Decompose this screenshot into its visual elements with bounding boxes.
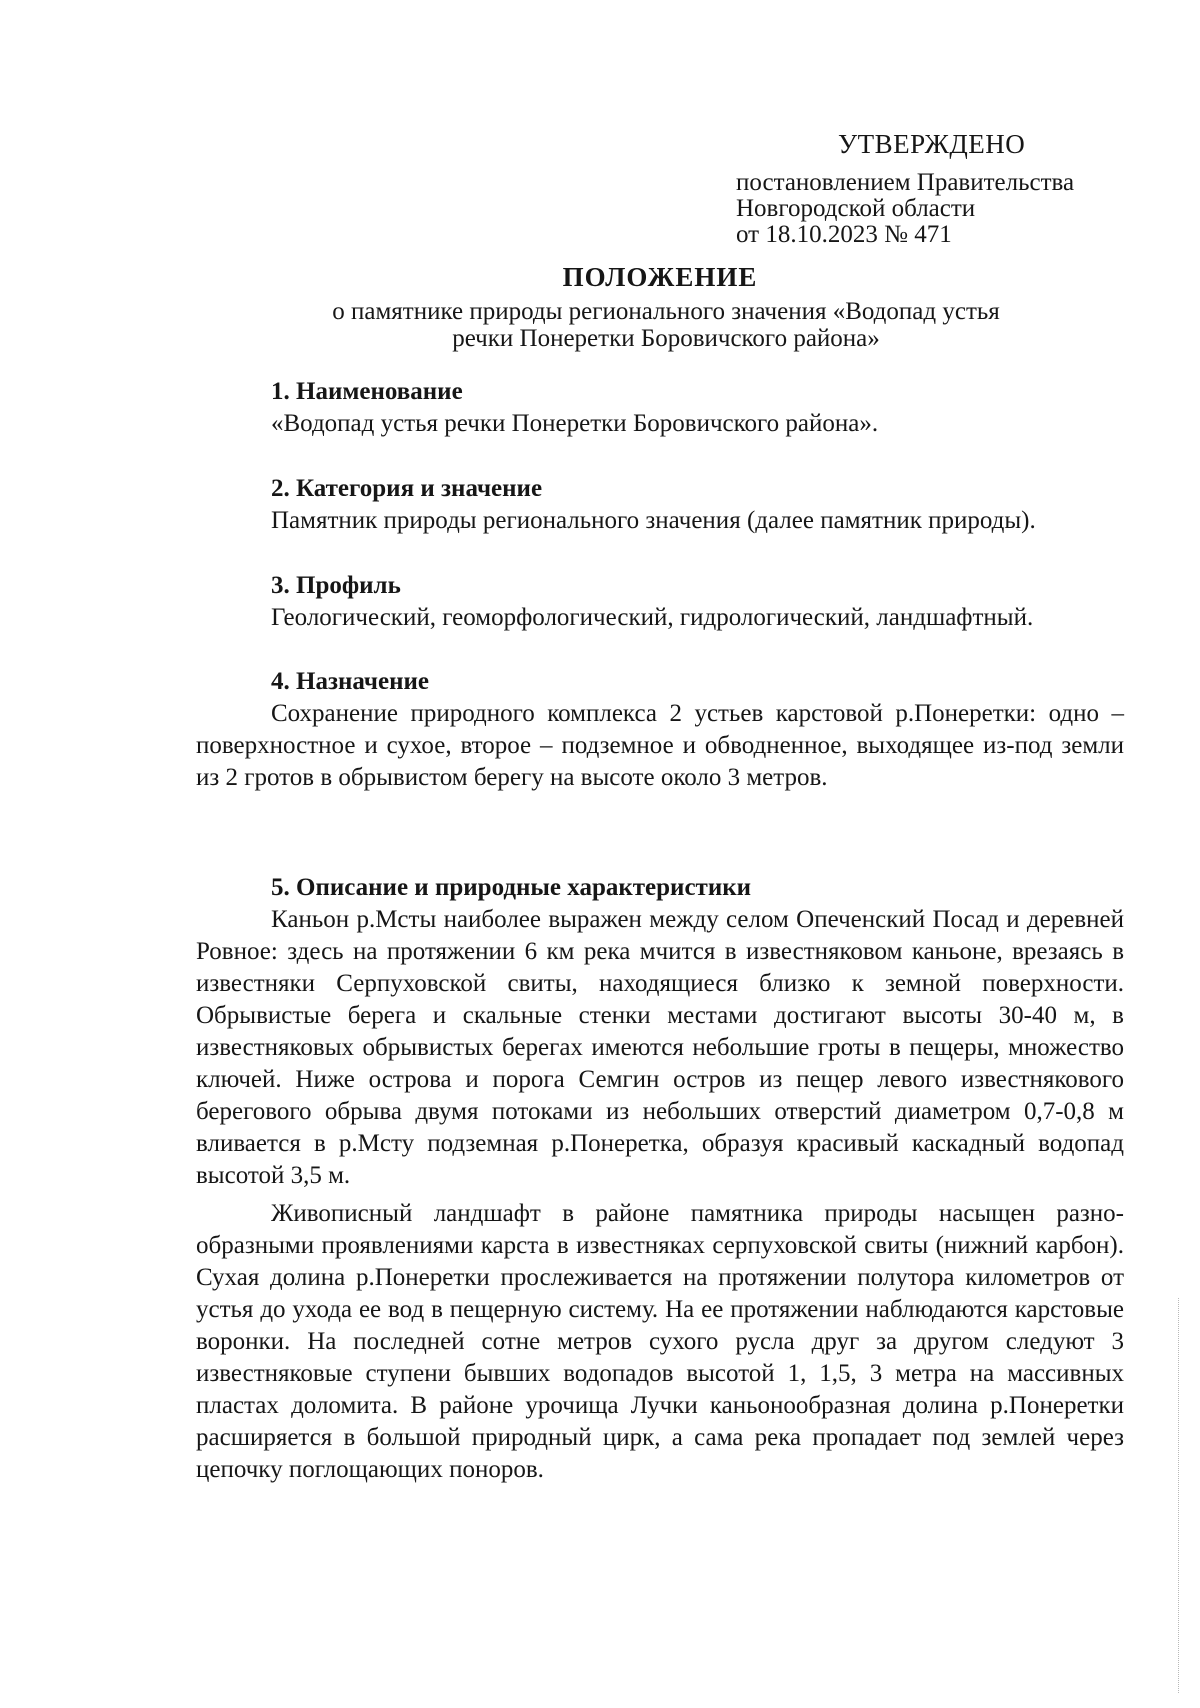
approval-date-number-line: от 18.10.2023 № 471	[736, 221, 952, 248]
section-description	[196, 872, 1124, 1486]
approval-issuer-line: постановлением Правительства	[736, 169, 1075, 196]
section-text: Памятник природы регионального значения (далее памятник природы).	[271, 507, 1036, 534]
section-heading: 1. Наименование	[271, 378, 463, 405]
approval-region-line: Новгородской области	[736, 195, 976, 222]
section-heading: 5. Описание и природные характеристики	[271, 874, 752, 901]
section-text: Геологический, геоморфологический, гидрологический, ландшафтный.	[271, 604, 1034, 631]
section-heading: 4. Назначение	[271, 668, 429, 695]
section-heading: 3. Профиль	[271, 572, 401, 599]
section-purpose	[196, 666, 1124, 794]
section-heading: 2. Категория и значение	[271, 475, 543, 502]
section-paragraph: Живописный ландшафт в районе памятника природы насыщен разно-образными проявлениями карста в известняках серпуховской свиты (нижний карбон). Сухая долина р.Понеретки прослеживается на протяжении полутора километров от устья до ухода ее вод в пещерную систему. На ее протяжении наблюдаются карстовые воронки. На последней сотне метров сухого русла друг за другом следуют 3 известняковые ступени бывших водопадов высотой 1, 1,5, 3 метра на массивных пластах доломита. В районе урочища Лучки каньонообразная долина р.Понеретки расширяется в большой природный цирк, а сама река пропадает под землей через цепочку поглощающих поноров.	[196, 1200, 1124, 1483]
scan-edge-line	[1178, 1298, 1180, 1693]
approval-title: УТВЕРЖДЕНО	[838, 129, 1026, 159]
document-subtitle	[240, 298, 1092, 352]
subtitle-line-2: речки Понеретки Боровичского района»	[452, 325, 880, 352]
document-title: ПОЛОЖЕНИЕ	[562, 262, 758, 292]
section-paragraph: Каньон р.Мсты наиболее выражен между селом Опеченский Посад и деревней Ровное: здесь на протяжении 6 км река мчится в известняковом каньоне, врезаясь в известняки Серпуховской свиты, находящиеся близко к земной поверхности. Обрывистые берега и скальные стенки местами достигают высоты 30-40 м, в известняковых обрывистых берегах имеются небольшие гроты в пещеры, множество ключей. Ниже острова и порога Семгин остров из пещер левого известнякового берегового обрыва двумя потоками из небольших отверстий диаметром 0,7-0,8 м вливается в р.Мсту подземная р.Понеретка, образуя красивый каскадный водопад высотой 3,5 м.	[196, 906, 1124, 1189]
section-paragraph: Сохранение природного комплекса 2 устьев карстовой р.Понеретки: одно – поверхностное и сухое, второе – подземное и обводненное, выходящее из-под земли из 2 гротов в обрывистом берегу на высоте около 3 метров.	[196, 700, 1124, 791]
approval-block	[736, 128, 1156, 248]
section-name	[196, 376, 1124, 440]
section-text: «Водопад устья речки Понеретки Боровичского района».	[271, 410, 879, 437]
subtitle-line-1: о памятнике природы регионального значения «Водопад устья	[332, 298, 1000, 325]
section-category	[196, 473, 1124, 537]
section-profile	[196, 570, 1124, 634]
